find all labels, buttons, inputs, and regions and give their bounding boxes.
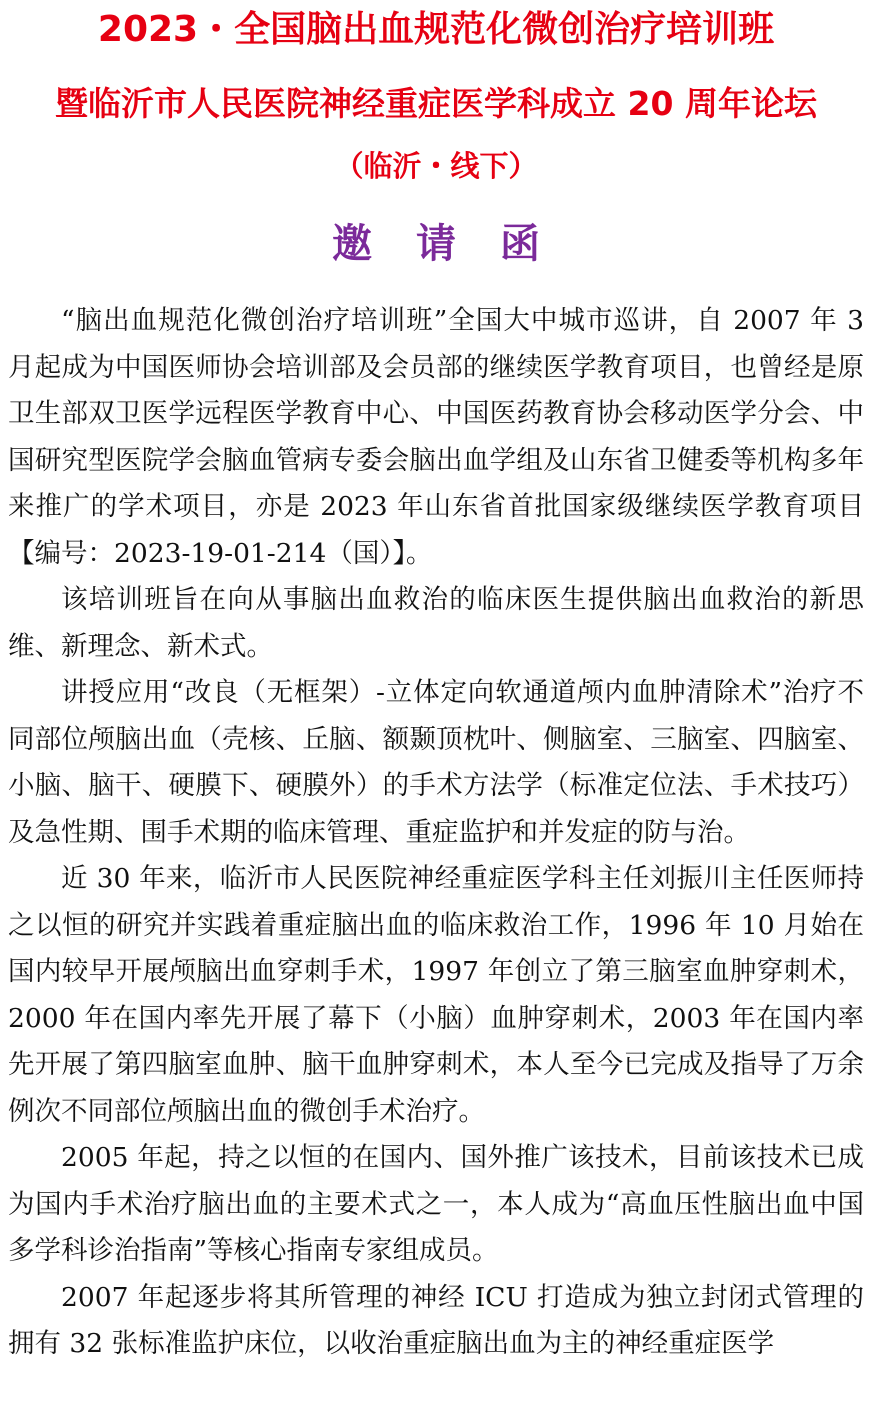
invitation-heading: 邀请函 [332, 220, 584, 267]
location-note: （临沂・线下） [334, 149, 538, 183]
paragraph-director-background: 近 30 年来，临沂市人民医院神经重症医学科主任刘振川主任医师持之以恒的研究并实践着重症脑出血的临床救治工作，1996 年 10 月始在国内较早开展颅脑出血穿刺手术，1997 年创立了第三脑室血肿穿刺术，2000 年在国内率先开展了幕下（小脑）血肿穿刺术，2003 年在国内率先开展了第四脑室血肿、脑干血肿穿刺术，本人至今已完成及指导了万余例次不同部位颅脑出血的微创手术治疗。 [8, 863, 864, 1127]
paragraph-curriculum: 讲授应用“改良（无框架）-立体定向软通道颅内血肿清除术”治疗不同部位颅脑出血（壳核、丘脑、额颞顶枕叶、侧脑室、三脑室、四脑室、小脑、脑干、硬膜下、硬膜外）的手术方法学（标准定位法、手术技巧）及急性期、围手术期的临床管理、重症监护和并发症的防与治。 [8, 677, 864, 848]
paragraph-purpose: 该培训班旨在向从事脑出血救治的临床医生提供脑出血救治的新思维、新理念、新术式。 [8, 584, 864, 662]
event-title: 2023・全国脑出血规范化微创治疗培训班 [97, 9, 775, 50]
paragraph-neuro-icu: 2007 年起逐步将其所管理的神经 ICU 打造成为独立封闭式管理的拥有 32 张标准监护床位，以收治重症脑出血为主的神经重症医学 [8, 1281, 864, 1359]
paragraph-promotion: 2005 年起，持之以恒的在国内、国外推广该技术，目前该技术已成为国内手术治疗脑出血的主要术式之一，本人成为“高血压性脑出血中国多学科诊治指南”等核心指南专家组成员。 [8, 1142, 864, 1266]
paragraph-project-history: “脑出血规范化微创治疗培训班”全国大中城市巡讲，自 2007 年 3 月起成为中国医师协会培训部及会员部的继续医学教育项目，也曾经是原卫生部双卫医学远程医学教育中心、中国医药教育协会移动医学分会、中国研究型医院学会脑血管病专委会脑出血学组及山东省卫健委等机构多年来推广的学术项目，亦是 2023 年山东省首批国家级继续医学教育项目【编号：2023-19-01-214（国）】。 [8, 305, 864, 569]
forum-subtitle: 暨临沂市人民医院神经重症医学科成立 20 周年论坛 [55, 84, 817, 123]
letter-body [8, 298, 864, 1368]
